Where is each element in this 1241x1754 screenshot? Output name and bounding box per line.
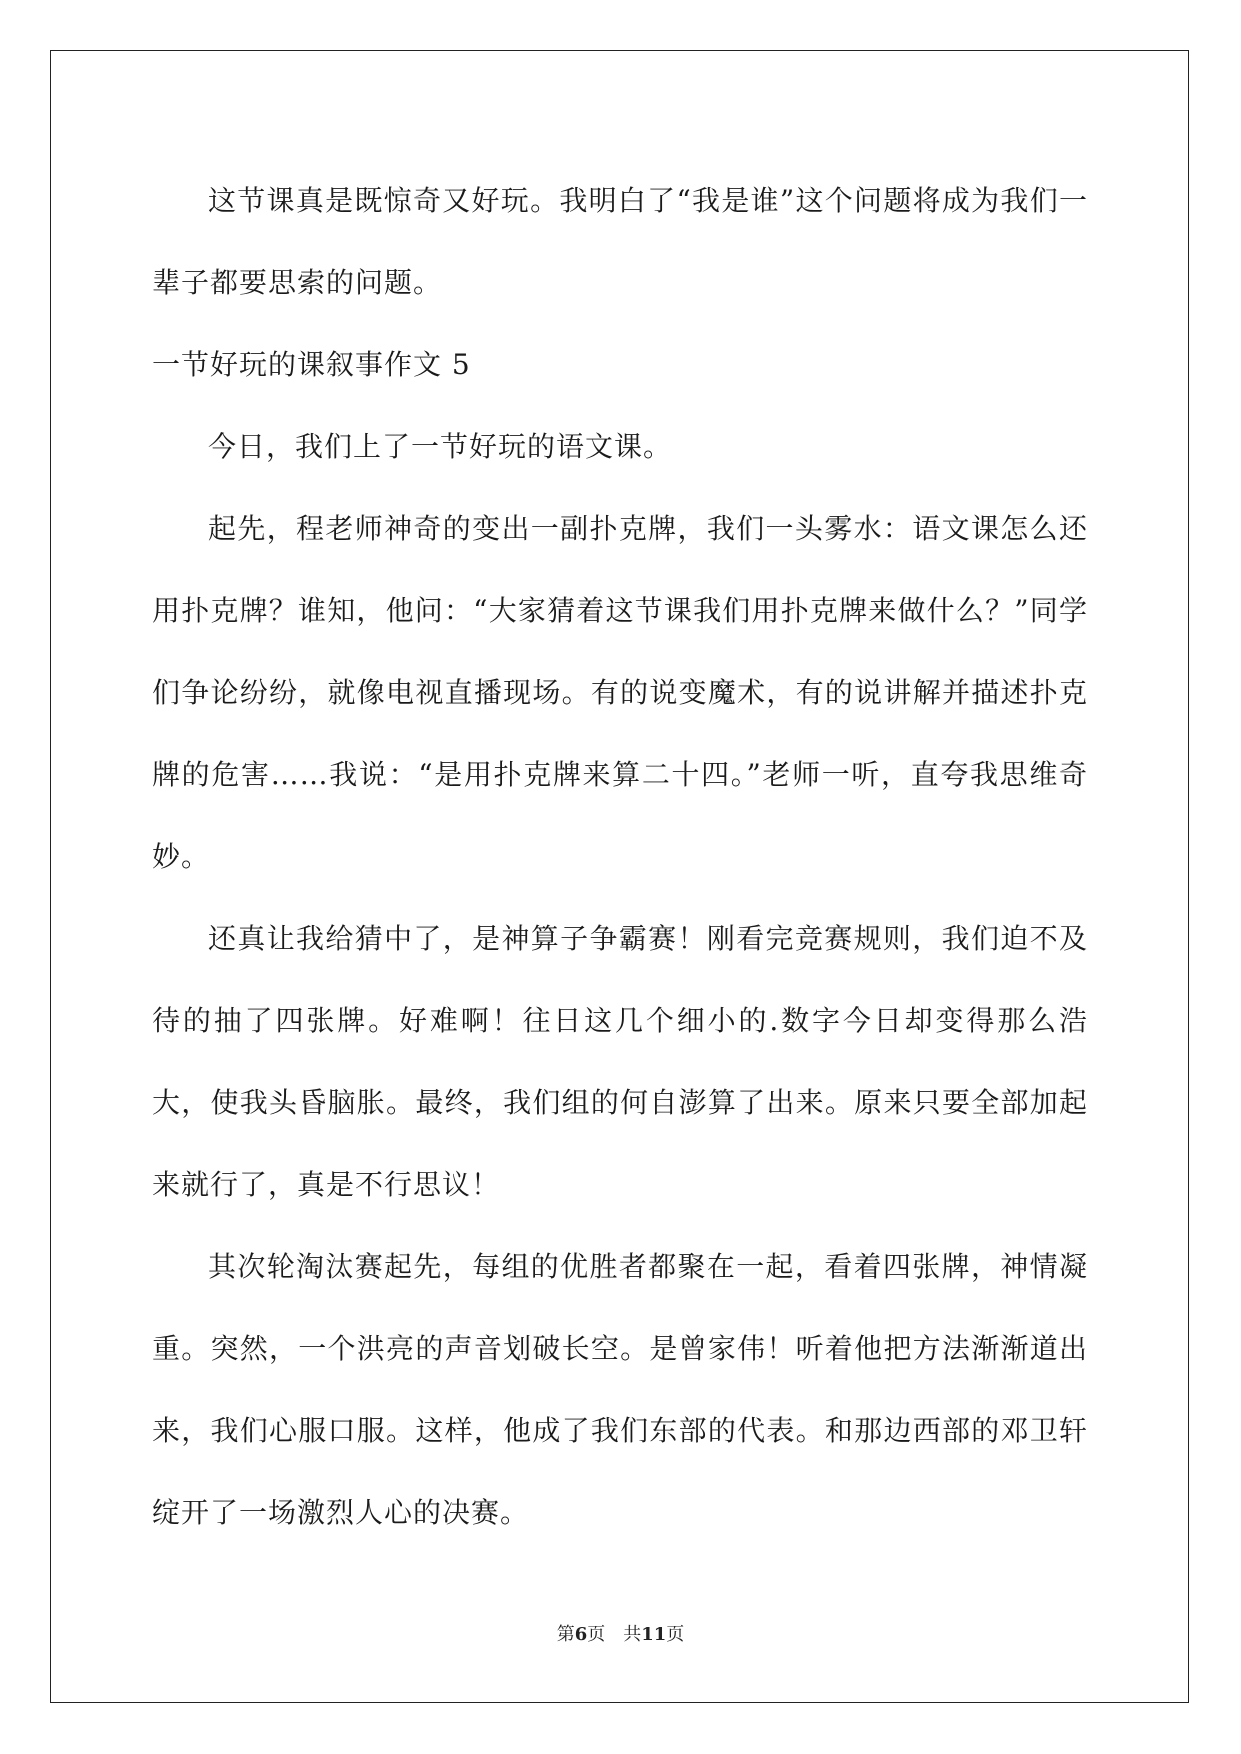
paragraph: 其次轮淘汰赛起先，每组的优胜者都聚在一起，看着四张牌，神情凝重。突然，一个洪亮的声音划破长空。是曾家伟！听着他把方法渐渐道出来，我们心服口服。这样，他成了我们东部的代表。和那边西部的邓卫轩绽开了一场激烈人心的决赛。 bbox=[152, 1250, 1088, 1529]
paragraph: 起先，程老师神奇的变出一副扑克牌，我们一头雾水：语文课怎么还用扑克牌？谁知，他问：“大家猜着这节课我们用扑克牌来做什么？”同学们争论纷纷，就像电视直播现场。有的说变魔术，有的说讲解并描述扑克牌的危害……我说：“是用扑克牌来算二十四。”老师一听，直夸我思维奇妙。 bbox=[152, 512, 1088, 873]
footer-page-suffix: 页 bbox=[587, 1624, 606, 1645]
footer-total-prefix: 共 bbox=[623, 1624, 642, 1645]
paragraph: 这节课真是既惊奇又好玩。我明白了“我是谁”这个问题将成为我们一辈子都要思索的问题。 bbox=[152, 184, 1088, 299]
footer-prefix: 第 bbox=[556, 1624, 575, 1645]
paragraph: 今日，我们上了一节好玩的语文课。 bbox=[208, 430, 673, 463]
page-number: 6 bbox=[574, 1624, 588, 1645]
paragraph: 还真让我给猜中了，是神算子争霸赛！刚看完竞赛规则，我们迫不及待的抽了四张牌。好难啊！往日这几个细小的.数字今日却变得那么浩大，使我头昏脑胀。最终，我们组的何自澎算了出来。原来只要全部加起来就行了，真是不行思议！ bbox=[152, 922, 1088, 1201]
document-body bbox=[152, 160, 1088, 1554]
page-footer bbox=[0, 1620, 1241, 1646]
section-heading: 一节好玩的课叙事作文 5 bbox=[152, 348, 471, 381]
total-pages: 11 bbox=[641, 1624, 667, 1645]
footer-total-suffix: 页 bbox=[666, 1624, 685, 1645]
